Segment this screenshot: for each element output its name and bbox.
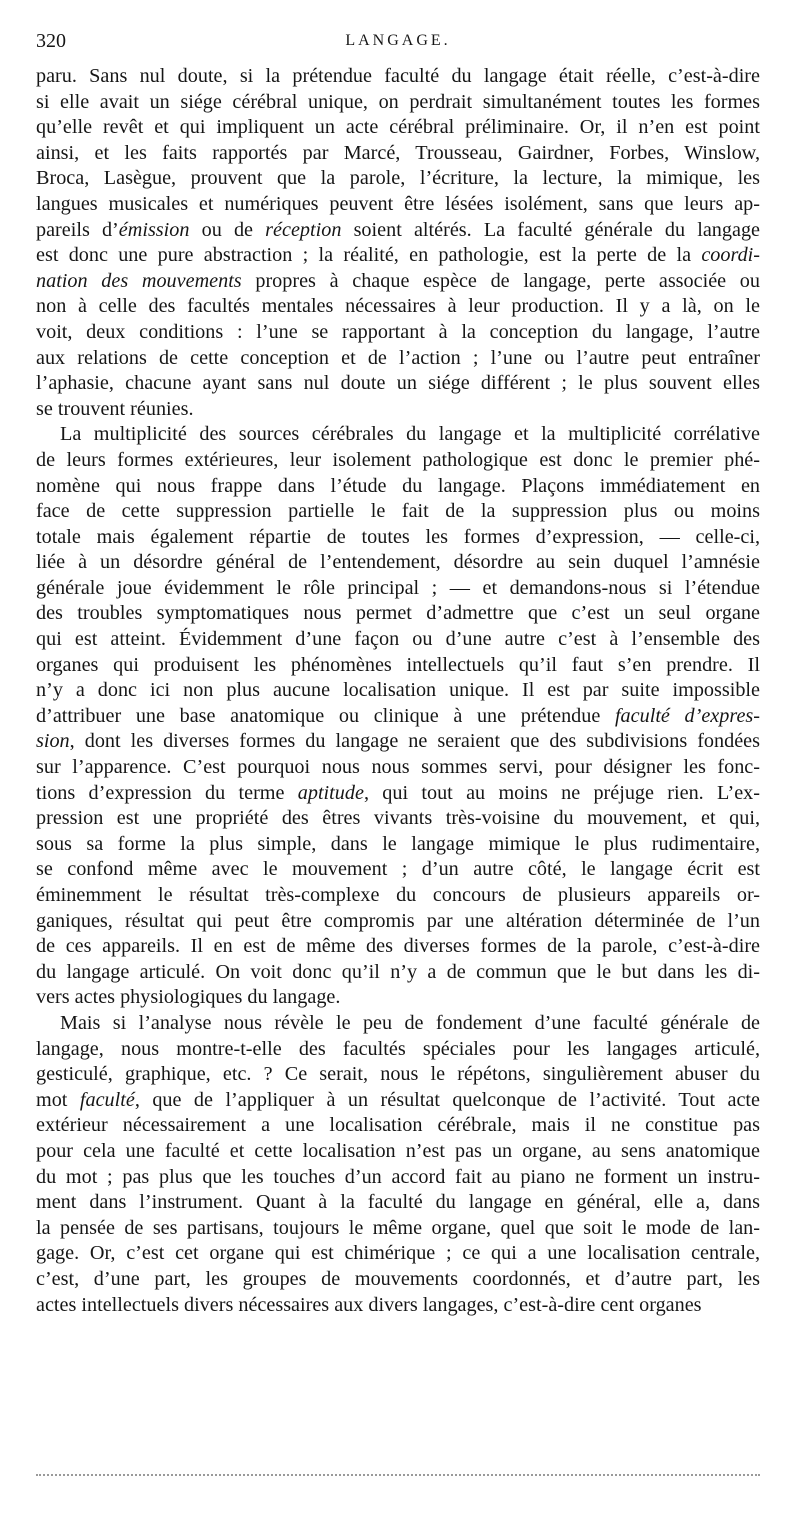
text-line: Mais si l’analyse nous révèle le peu de fondement d’une faculté générale de	[60, 1011, 760, 1034]
body-text	[36, 64, 760, 1318]
text-line: se trouvent réunies.	[36, 397, 194, 420]
text-line: si elle avait un siége cérébral unique, on perdrait simultanément toutes les formes	[36, 90, 760, 113]
page-header	[36, 30, 760, 58]
text-line: l’aphasie, chacune ayant sans nul doute un siége différent ; le plus souvent elles	[36, 372, 760, 395]
text-line: aux relations de cette conception et de l’action ; l’une ou l’autre peut entraîner	[36, 346, 760, 369]
text-line: sous sa forme la plus simple, dans le langage mimique le plus rudimentaire,	[36, 832, 760, 855]
text-line: Broca, Lasègue, prouvent que la parole, l’écriture, la lecture, la mimique, les	[36, 167, 760, 190]
text-line: sion, dont les diverses formes du langage ne seraient que des subdivisions fondées	[36, 730, 760, 753]
text-line: la pensée de ses partisans, toujours le même organe, quel que soit le mode de lan-	[36, 1216, 760, 1239]
running-title: LANGAGE.	[345, 32, 451, 49]
text-line: nomène qui nous frappe dans l’étude du langage. Plaçons immédiatement en	[36, 474, 760, 497]
text-line: pareils d’émission ou de réception soient altérés. La faculté générale du langage	[36, 218, 760, 241]
text-line: gesticulé, graphique, etc. ? Ce serait, nous le répétons, singulièrement abuser du	[36, 1063, 760, 1086]
text-line: de leurs formes extérieures, leur isolement pathologique est donc le premier phé-	[36, 448, 760, 471]
text-line: mot faculté, que de l’appliquer à un résultat quelconque de l’activité. Tout acte	[36, 1088, 760, 1111]
text-line: gage. Or, c’est cet organe qui est chimérique ; ce qui a une localisation centrale,	[36, 1242, 760, 1265]
text-line: nation des mouvements propres à chaque espèce de langage, perte associée ou	[36, 269, 760, 292]
text-line: actes intellectuels divers nécessaires aux divers langages, c’est-à-dire cent organes	[36, 1293, 702, 1316]
text-line: voit, deux conditions : l’une se rapportant à la conception du langage, l’autre	[36, 320, 760, 343]
text-line: c’est, d’une part, les groupes de mouvements coordonnés, et d’autre part, les	[36, 1267, 760, 1290]
text-line: vers actes physiologiques du langage.	[36, 986, 341, 1009]
text-line: liée à un désordre général de l’entendement, désordre au sein duquel l’amnésie	[36, 551, 760, 574]
text-line: de ces appareils. Il en est de même des diverses formes de la parole, c’est-à-dire	[36, 935, 760, 958]
text-line: La multiplicité des sources cérébrales du langage et la multiplicité corrélative	[60, 423, 760, 446]
text-line: pour cela une faculté et cette localisation n’est pas un organe, au sens anatomique	[36, 1139, 760, 1162]
paragraph	[36, 422, 760, 1011]
text-line: du langage articulé. On voit donc qu’il n’y a de commun que le but dans les di-	[36, 960, 760, 983]
text-line: ganiques, résultat qui peut être compromis par une altération déterminée de l’un	[36, 909, 760, 932]
text-line: ment dans l’instrument. Quant à la faculté du langage en général, elle a, dans	[36, 1191, 760, 1214]
text-line: des troubles symptomatiques nous permet d’admettre que c’est un seul organe	[36, 602, 760, 625]
text-line: organes qui produisent les phénomènes intellectuels qu’il faut s’en prendre. Il	[36, 653, 760, 676]
text-line: paru. Sans nul doute, si la prétendue faculté du langage était réelle, c’est-à-dire	[36, 65, 760, 87]
text-line: extérieur nécessairement a une localisation cérébrale, mais il ne constitue pas	[36, 1114, 760, 1137]
text-line: générale joue évidemment le rôle principal ; — et demandons-nous si l’étendue	[36, 576, 760, 599]
text-line: ainsi, et les faits rapportés par Marcé, Trousseau, Gairdner, Forbes, Winslow,	[36, 141, 760, 164]
text-line: du mot ; pas plus que les touches d’un accord fait au piano ne forment un instru-	[36, 1165, 760, 1188]
text-line: qui est atteint. Évidemment d’une façon ou d’une autre c’est à l’ensemble des	[36, 628, 760, 651]
text-line: qu’elle revêt et qui impliquent un acte cérébral préliminaire. Or, il n’en est point	[36, 116, 760, 139]
text-line: d’attribuer une base anatomique ou clinique à une prétendue faculté d’expres-	[36, 704, 760, 727]
text-line: langues musicales et numériques peuvent être lésées isolément, sans que leurs ap-	[36, 192, 760, 215]
text-line: langage, nous montre-t-elle des facultés spéciales pour les langages articulé,	[36, 1037, 760, 1060]
text-line: n’y a donc ici non plus aucune localisation unique. Il est par suite impossible	[36, 679, 760, 702]
text-line: se confond même avec le mouvement ; d’un autre côté, le langage écrit est	[36, 858, 760, 881]
text-line: est donc une pure abstraction ; la réalité, en pathologie, est la perte de la coordi-	[36, 244, 760, 267]
text-line: totale mais également répartie de toutes les formes d’expression, — celle-ci,	[36, 525, 760, 548]
text-line: éminemment le résultat très-complexe du concours de plusieurs appareils or-	[36, 884, 760, 906]
text-line: pression est une propriété des êtres vivants très-voisine du mouvement, et qui,	[36, 807, 760, 830]
page-number: 320	[36, 30, 66, 52]
paragraph	[36, 1011, 760, 1318]
page-bottom-dotted-rule	[36, 1474, 760, 1476]
text-line: sur l’apparence. C’est pourquoi nous nous sommes servi, pour désigner les fonc-	[36, 756, 760, 779]
paragraph	[36, 64, 760, 422]
text-line: face de cette suppression partielle le fait de la suppression plus ou moins	[36, 500, 760, 523]
text-line: non à celle des facultés mentales nécessaires à leur production. Il y a là, on le	[36, 295, 760, 318]
text-line: tions d’expression du terme aptitude, qui tout au moins ne préjuge rien. L’ex-	[36, 781, 760, 804]
